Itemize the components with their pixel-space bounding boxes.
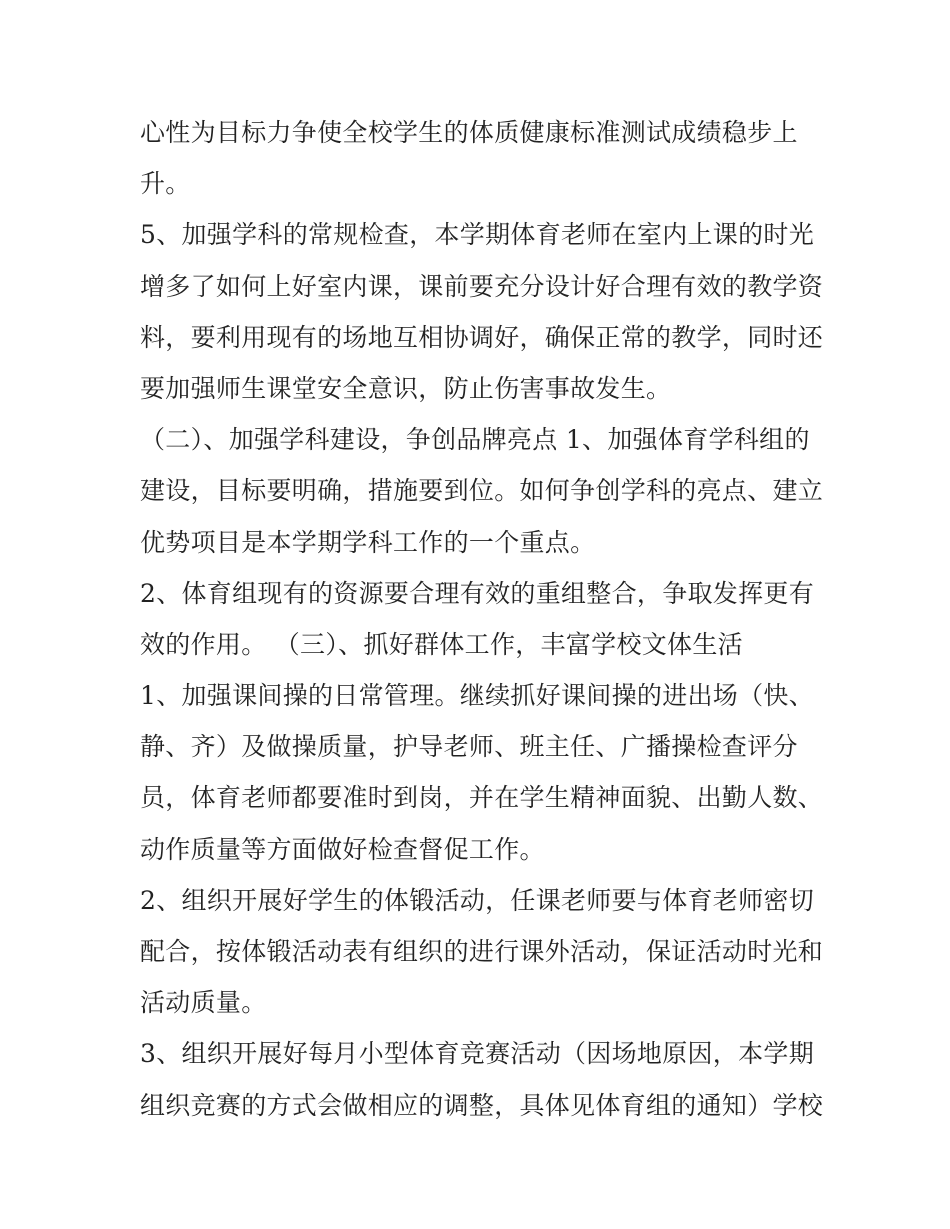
text-line: 3、组织开展好每月小型体育竞赛活动（因场地原因，本学期 <box>140 1039 815 1069</box>
text-line: 要加强师生课堂安全意识，防止伤害事故发生。 <box>140 373 672 403</box>
text-line: 1、加强课间操的日常管理。继续抓好课间操的进出场（快、 <box>140 681 815 711</box>
text-line: 升。 <box>140 169 191 199</box>
text-line: 建设，目标要明确，措施要到位。如何争创学科的亮点、建立 <box>140 476 824 506</box>
text-line: 心性为目标力争使全校学生的体质健康标准测试成绩稳步上 <box>140 118 798 147</box>
text-line: 2、组织开展好学生的体锻活动，任课老师要与体育老师密切 <box>140 885 815 915</box>
text-line: 增多了如何上好室内课，课前要充分设计好合理有效的教学资 <box>140 271 824 301</box>
text-line: 员，体育老师都要准时到岗，并在学生精神面貌、出勤人数、 <box>140 783 824 813</box>
text-line: 效的作用。 （三）、抓好群体工作，丰富学校文体生活 <box>140 629 743 659</box>
text-line: 组织竞赛的方式会做相应的调整，具体见体育组的通知）学校 <box>140 1090 824 1120</box>
text-line: 优势项目是本学期学科工作的一个重点。 <box>140 527 596 557</box>
text-line: 活动质量。 <box>140 988 267 1018</box>
text-line: 5、加强学科的常规检查，本学期体育老师在室内上课的时光 <box>140 220 815 250</box>
text-line: 动作质量等方面做好检查督促工作。 <box>140 834 545 864</box>
text-line: 配合，按体锻活动表有组织的进行课外活动，保证活动时光和 <box>140 937 824 966</box>
document-body <box>140 107 824 1131</box>
text-line: 静、齐）及做操质量，护导老师、班主任、广播操检查评分 <box>140 732 798 762</box>
text-line: 料，要利用现有的场地互相协调好，确保正常的教学，同时还 <box>140 322 824 352</box>
text-line: 2、体育组现有的资源要合理有效的重组整合，争取发挥更有 <box>140 578 815 608</box>
section-heading-line: （二）、加强学科建设，争创品牌亮点 1、加强体育学科组的 <box>140 425 810 455</box>
